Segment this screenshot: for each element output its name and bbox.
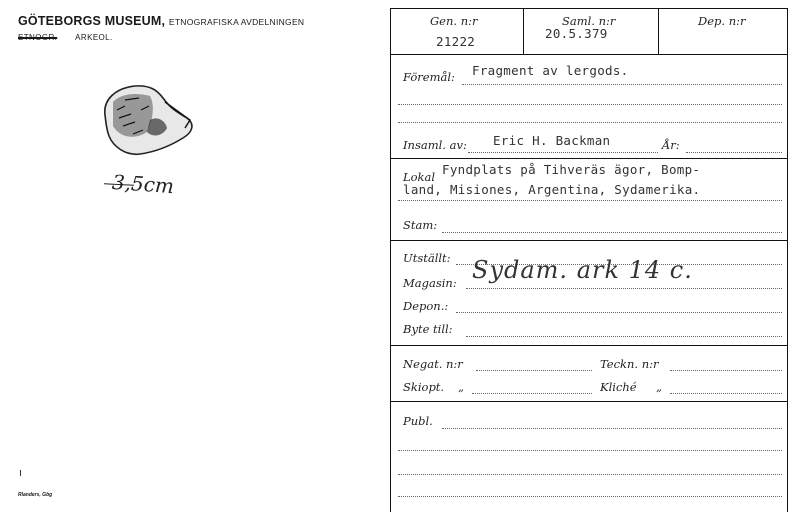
negat-label: Negat. n:r [403,357,463,371]
dep-label: Dep. n:r [698,14,746,28]
byte-label: Byte till: [403,322,453,336]
card-right-border [787,8,788,512]
insaml-dotted-line [468,152,658,153]
foremal-label: Föremål: [403,70,455,84]
magasin-label: Magasin: [403,276,457,290]
card-left-border [390,8,391,512]
publ-dotted-line-4 [398,496,782,497]
struck-section: ETNOGR. [18,33,58,42]
lokal-label: Lokal [403,170,436,184]
skiopt-label: Skiopt. [403,380,445,394]
museum-name: GÖTEBORGS MUSEUM, [18,14,166,28]
section-name: ARKEOL. [75,33,113,42]
foremal-value: Fragment av lergods. [472,63,629,78]
kliche-ditto: „ [656,380,662,394]
magasin-value: Sydam. ark 14 c. [472,256,693,284]
stam-dotted-line [442,232,782,233]
skiopt-dotted-line [472,393,592,394]
gen-value: 21222 [436,34,476,49]
negat-dotted-line [476,370,592,371]
utstallt-label: Utställt: [403,251,451,265]
divider-negat [390,345,788,346]
boxes-bottom [390,54,788,55]
lokal-value-line2: land, Misiones, Argentina, Sydamerika. [403,182,701,197]
box-divider-2 [658,8,659,54]
printer-imprint: Rlanders, Gbg [18,492,53,498]
teckn-dotted-line [670,370,782,371]
card-top-border [390,8,788,9]
stam-label: Stam: [403,218,438,232]
foremal-dotted-line-2 [398,104,782,105]
gen-label: Gen. n:r [430,14,478,28]
skiopt-ditto: „ [458,380,464,394]
magasin-dotted-line [466,288,782,289]
divider-utstallt [390,240,788,241]
saml-label: Saml. n:r [562,14,616,28]
teckn-label: Teckn. n:r [600,357,659,371]
saml-value: 20.5.379 [545,26,608,41]
publ-label: Publ. [403,414,433,428]
box-divider-1 [523,8,524,54]
depon-dotted-line [456,312,782,313]
section-line [18,33,113,42]
pottery-fragment-sketch [95,80,205,165]
ar-dotted-line [686,152,782,153]
scale-note: 3,5cm [111,169,175,199]
publ-dotted-line-3 [398,474,782,475]
kliche-dotted-line [670,393,782,394]
museum-header [18,14,304,28]
divider-lokal [390,158,788,159]
publ-dotted-line-2 [398,450,782,451]
kliche-label: Kliché [600,380,637,394]
foremal-dotted-line-3 [398,122,782,123]
foremal-dotted-line [462,84,782,85]
insaml-value: Eric H. Backman [493,133,611,148]
publ-dotted-line-1 [442,428,782,429]
divider-publ [390,401,788,402]
depon-label: Depon.: [403,299,449,313]
insaml-label: Insaml. av: [403,138,467,152]
ar-label: År: [662,138,680,152]
margin-mark [20,470,21,476]
department-name: ETNOGRAFISKA AVDELNINGEN [168,17,305,27]
lokal-value-line1: Fyndplats på Tihveräs ägor, Bomp- [442,162,701,177]
byte-dotted-line [466,336,782,337]
lokal-dotted-line [398,200,782,201]
